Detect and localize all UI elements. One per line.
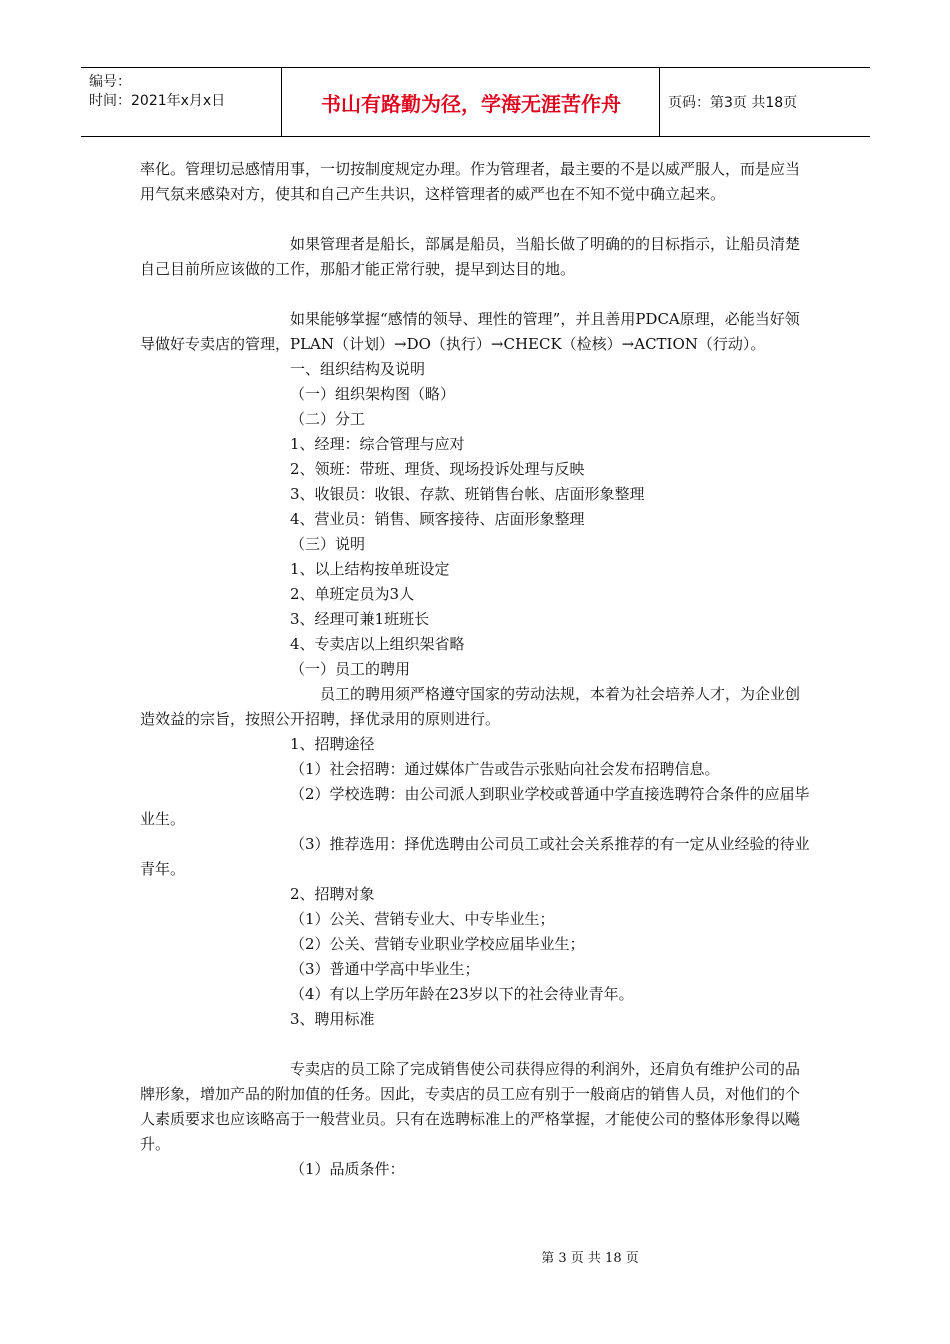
list-item: 3、经理可兼1班班长 xyxy=(290,610,430,628)
header-motto: 书山有路勤为径，学海无涯苦作舟 xyxy=(283,68,660,136)
list-item: （一）员工的聘用 xyxy=(290,660,411,678)
list-item: （1）公关、营销专业大、中专毕业生； xyxy=(290,910,555,928)
page-header xyxy=(81,67,870,137)
header-page-info: 页码：第3页 共18页 xyxy=(668,95,798,111)
list-item: 2、领班：带班、理货、现场投诉处理与反映 xyxy=(290,460,585,478)
paragraph: 率化。管理切忌感情用事，一切按制度规定办理。作为管理者，最主要的不是以威严服人，而是应当用气氛来感染对方，使其和自己产生共识，这样管理者的威严也在不知不觉中确立起来。 xyxy=(140,160,801,203)
paragraph: 专卖店的员工除了完成销售使公司获得应得的利润外，还肩负有维护公司的品牌形象，增加产品的附加值的任务。因此，专卖店的员工应有别于一般商店的销售人员，对他们的个人素质要求也应该略高于一般营业员。只有在选聘标准上的严格掌握，才能使公司的整体形象得以飚升。 xyxy=(140,1060,801,1153)
section-title: 1、招聘途径 xyxy=(290,735,375,753)
paragraph: 如果管理者是船长，部属是船员，当船长做了明确的的目标指示，让船员清楚自己目前所应该做的工作，那船才能正常行驶，提早到达目的地。 xyxy=(140,235,801,278)
list-item: 1、以上结构按单班设定 xyxy=(290,560,450,578)
list-item: （2）学校选聘：由公司派人到职业学校或普通中学直接选聘符合条件的应届毕业生。 xyxy=(140,785,810,828)
document-body xyxy=(140,157,810,1182)
list-item: （1）社会招聘：通过媒体广告或告示张贴向社会发布招聘信息。 xyxy=(290,760,720,778)
time-label: 时间：2021年x月x日 xyxy=(89,93,226,109)
section-title: 3、聘用标准 xyxy=(290,1010,375,1028)
list-item: （3）普通中学高中毕业生； xyxy=(290,960,480,978)
list-item: 4、营业员：销售、顾客接待、店面形象整理 xyxy=(290,510,585,528)
list-item: 4、专卖店以上组织架省略 xyxy=(290,635,465,653)
list-item: （2）公关、营销专业职业学校应届毕业生； xyxy=(290,935,585,953)
list-item: （一）组织架构图（略） xyxy=(290,385,456,403)
header-meta xyxy=(81,68,282,136)
section-title: （1）品质条件： xyxy=(290,1160,405,1178)
list-item: 3、收银员：收银、存款、班销售台帐、店面形象整理 xyxy=(290,485,645,503)
list-item: 2、单班定员为3人 xyxy=(290,585,415,603)
section-title: 2、招聘对象 xyxy=(290,885,375,903)
list-item: 一、组织结构及说明 xyxy=(290,360,426,378)
number-label: 编号： xyxy=(89,74,131,90)
paragraph: 员工的聘用须严格遵守国家的劳动法规，本着为社会培养人才，为企业创造效益的宗旨，按照公开招聘，择优录用的原则进行。 xyxy=(140,685,801,728)
list-item: （3）推荐选用：择优选聘由公司员工或社会关系推荐的有一定从业经验的待业青年。 xyxy=(140,835,810,878)
list-item: （三）说明 xyxy=(290,535,366,553)
paragraph: 如果能够掌握“感情的领导、理性的管理”，并且善用PDCA原理，必能当好领导做好专卖店的管理，PLAN（计划）→DO（执行）→CHECK（检核）→ACTION（行动）。 xyxy=(140,310,800,353)
list-item: （4）有以上学历年龄在23岁以下的社会待业青年。 xyxy=(290,985,634,1003)
page-footer: 第 3 页 共 18 页 xyxy=(541,1251,639,1266)
list-item: （二）分工 xyxy=(290,410,366,428)
list-item: 1、经理：综合管理与应对 xyxy=(290,435,465,453)
